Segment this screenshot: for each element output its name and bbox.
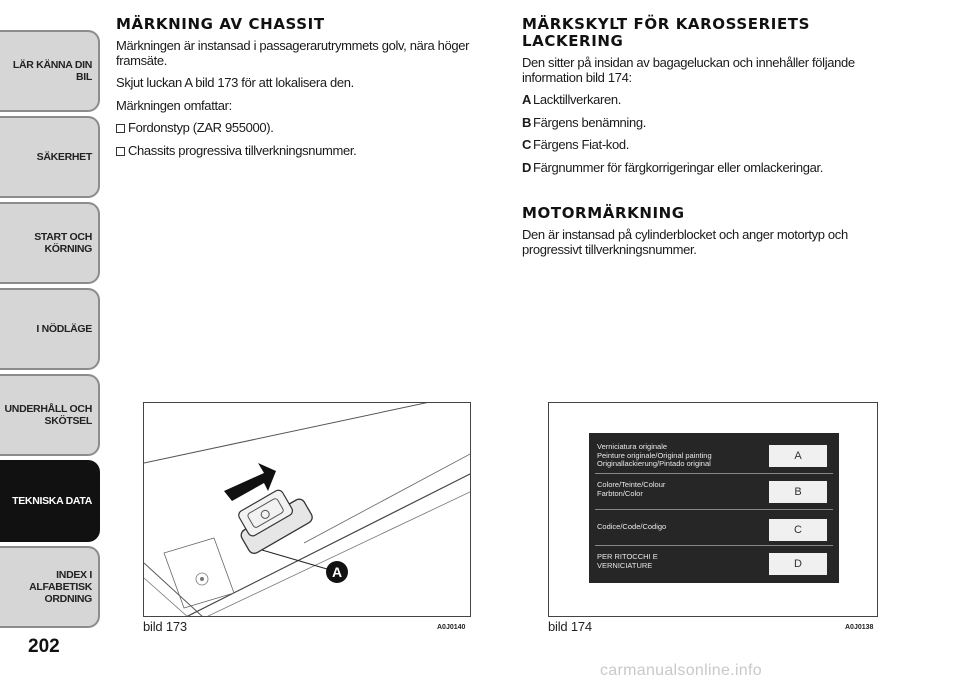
- callout-label: A: [331, 564, 343, 580]
- page-number: 202: [28, 636, 60, 657]
- tab-lar-kanna-din-bil[interactable]: [0, 30, 100, 112]
- list-item: [522, 116, 887, 131]
- right-column: [522, 16, 887, 265]
- section-title-engine: MOTORMÄRKNING: [522, 204, 685, 222]
- item-label: D: [522, 159, 532, 175]
- tab-label: UNDERHÅLL OCH: [4, 403, 92, 415]
- chapter-tabs: [0, 30, 100, 632]
- figure-code: A0J0138: [845, 624, 874, 631]
- item-label: B: [522, 114, 532, 130]
- section-title-chassis: MÄRKNING AV CHASSIT: [116, 15, 325, 33]
- plate-box: C: [769, 519, 827, 541]
- list-item: [522, 138, 887, 153]
- checkbox-bullet-icon: [116, 147, 125, 156]
- plate-box: D: [769, 553, 827, 575]
- paragraph: Den sitter på insidan av bagageluckan och innehåller följande information bild 174:: [522, 55, 855, 85]
- figure-caption: bild 174: [548, 619, 592, 634]
- plate-row-text: Colore/Teinte/Colour Farbton/Color: [597, 480, 666, 498]
- figure-caption: bild 173: [143, 619, 187, 634]
- bullet-item: [116, 144, 481, 159]
- item-text: Färgens benämning.: [533, 114, 646, 130]
- tab-sakerhet[interactable]: [0, 116, 100, 198]
- plate-row-text: Codice/Code/Codigo: [597, 522, 667, 531]
- tab-label: LÄR KÄNNA DIN BIL: [12, 59, 92, 83]
- left-column: [116, 16, 481, 166]
- checkbox-bullet-icon: [116, 124, 125, 133]
- figure-code: A0J0140: [437, 624, 466, 631]
- floor-hatch-illustration: [144, 403, 471, 617]
- paragraph: Märkningen omfattar:: [116, 97, 232, 113]
- bullet-text: Fordonstyp (ZAR 955000).: [128, 120, 274, 135]
- tab-label: TEKNISKA DATA: [12, 495, 92, 507]
- plate-box: B: [769, 481, 827, 503]
- tab-i-nodlage[interactable]: [0, 288, 100, 370]
- bullet-item: [116, 121, 481, 136]
- figure-173-chassis-hatch: [143, 402, 471, 617]
- paragraph: Den är instansad på cylinderblocket och anger motortyp och progressivt tillverkningsnummer.: [522, 227, 848, 257]
- item-text: Lacktillverkaren.: [533, 92, 622, 107]
- tab-label: ORDNING: [44, 593, 92, 605]
- item-text: Färgnummer för färgkorrigeringar eller omlackeringar.: [533, 159, 823, 175]
- tab-start-och-korning[interactable]: [0, 202, 100, 284]
- item-label: A: [522, 92, 532, 107]
- tab-label: SKÖTSEL: [44, 415, 92, 427]
- list-item: [522, 93, 887, 108]
- tab-label: START OCH: [34, 231, 92, 243]
- paint-label-plate: [589, 433, 839, 583]
- bullet-text: Chassits progressiva tillverkningsnummer.: [128, 142, 357, 158]
- list-item: [522, 161, 887, 176]
- plate-row-text: Verniciatura originale Peinture originale/Original painting Originallackierung/Pintado original: [597, 442, 712, 468]
- tab-index-i-alfabetisk-ordning[interactable]: [0, 546, 100, 628]
- item-label: C: [522, 137, 532, 152]
- item-text: Färgens Fiat-kod.: [533, 137, 629, 152]
- tab-label: INDEX I ALFABETISK: [29, 569, 92, 593]
- tab-label: KÖRNING: [44, 243, 92, 255]
- section-title-paint-label: MÄRKSKYLT FÖR KAROSSERIETS LACKERING: [522, 15, 811, 50]
- tab-underhall-och-skotsel[interactable]: [0, 374, 100, 456]
- plate-box: A: [769, 445, 827, 467]
- paragraph: Märkningen är instansad i passagerarutrymmets golv, nära höger framsäte.: [116, 38, 470, 68]
- figure-174-paint-label: [548, 402, 878, 617]
- paragraph: Skjut luckan A bild 173 för att lokalisera den.: [116, 75, 354, 90]
- plate-row-text: PER RITOCCHI E VERNICIATURE: [597, 552, 658, 570]
- tab-label: SÄKERHET: [36, 151, 92, 163]
- tab-label: I NÖDLÄGE: [36, 323, 92, 335]
- tab-tekniska-data[interactable]: [0, 460, 100, 542]
- watermark: carmanualsonline.info: [600, 662, 762, 679]
